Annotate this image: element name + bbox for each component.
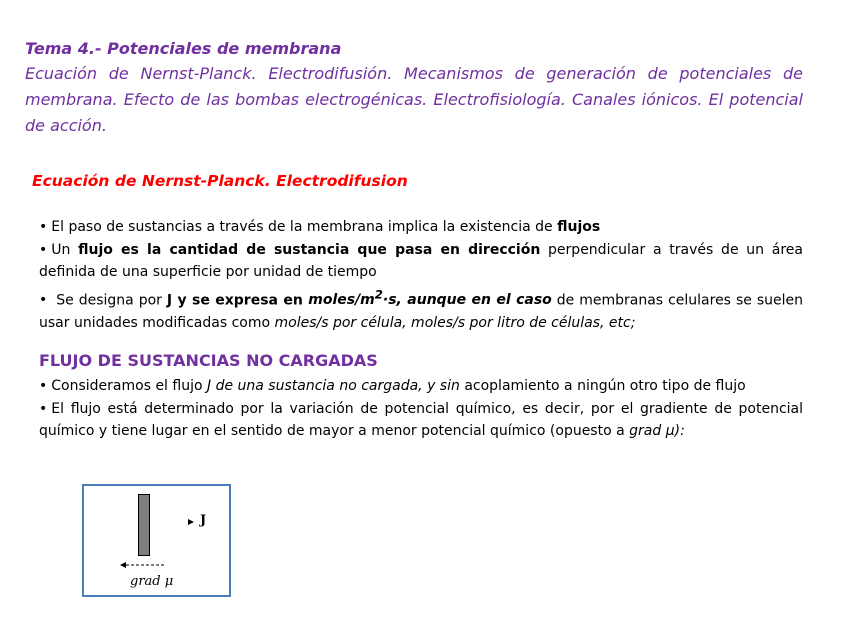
flux-diagram — [82, 484, 231, 597]
topic-title: Tema 4.- Potenciales de membrana — [25, 39, 342, 58]
bullet-symbol: • — [39, 378, 48, 394]
bullet-paragraph: • Se designa por J y se expresa en moles/$m^2\cdot s$, aunque en el caso de membranas celulares se suelen usar unidades modificadas como moles/s por célula, moles/s por litro de células, etc; — [39, 287, 803, 331]
bullet-symbol: • — [39, 241, 48, 258]
bullet-paragraph: • El flujo está determinado por la variación de potencial químico, es decir, por el gradiente de potencial químico y tiene lugar en el sentido de mayor a menor potencial químico (opuesto a grad μ): — [39, 400, 803, 439]
membrane-bar — [138, 494, 150, 556]
bullet-paragraph: • Un flujo es la cantidad de sustancia que pasa en dirección perpendicular a través de un área definida de una superficie por unidad de tiempo — [39, 241, 803, 280]
bullet-symbol: • — [39, 219, 48, 235]
bullet-symbol: • — [39, 400, 48, 417]
bullet-symbol: • — [39, 292, 48, 309]
bullet-paragraph: • Consideramos el flujo J de una sustancia no cargada, y sin acoplamiento a ningún otro tipo de flujo — [39, 378, 746, 394]
bullet-paragraph: • El paso de sustancias a través de la membrana implica la existencia de flujos — [39, 219, 601, 235]
topic-description: Ecuación de Nernst-Planck. Electrodifusión. Mecanismos de generación de potenciales de membrana. Efecto de las bombas electrogénicas. Electrofisiología. Canales iónicos. El potencial de acción. — [25, 64, 803, 135]
subsection-title: FLUJO DE SUSTANCIAS NO CARGADAS — [39, 351, 378, 370]
section-body — [39, 216, 803, 334]
section-title: Ecuación de Nernst-Planck. Electrodifusion — [32, 172, 408, 190]
flux-arrow-icon — [188, 519, 194, 525]
gradient-label: grad μ — [130, 574, 174, 589]
flux-label: J — [200, 513, 207, 528]
subsection-body — [39, 375, 803, 443]
gradient-arrow-icon — [120, 561, 164, 569]
